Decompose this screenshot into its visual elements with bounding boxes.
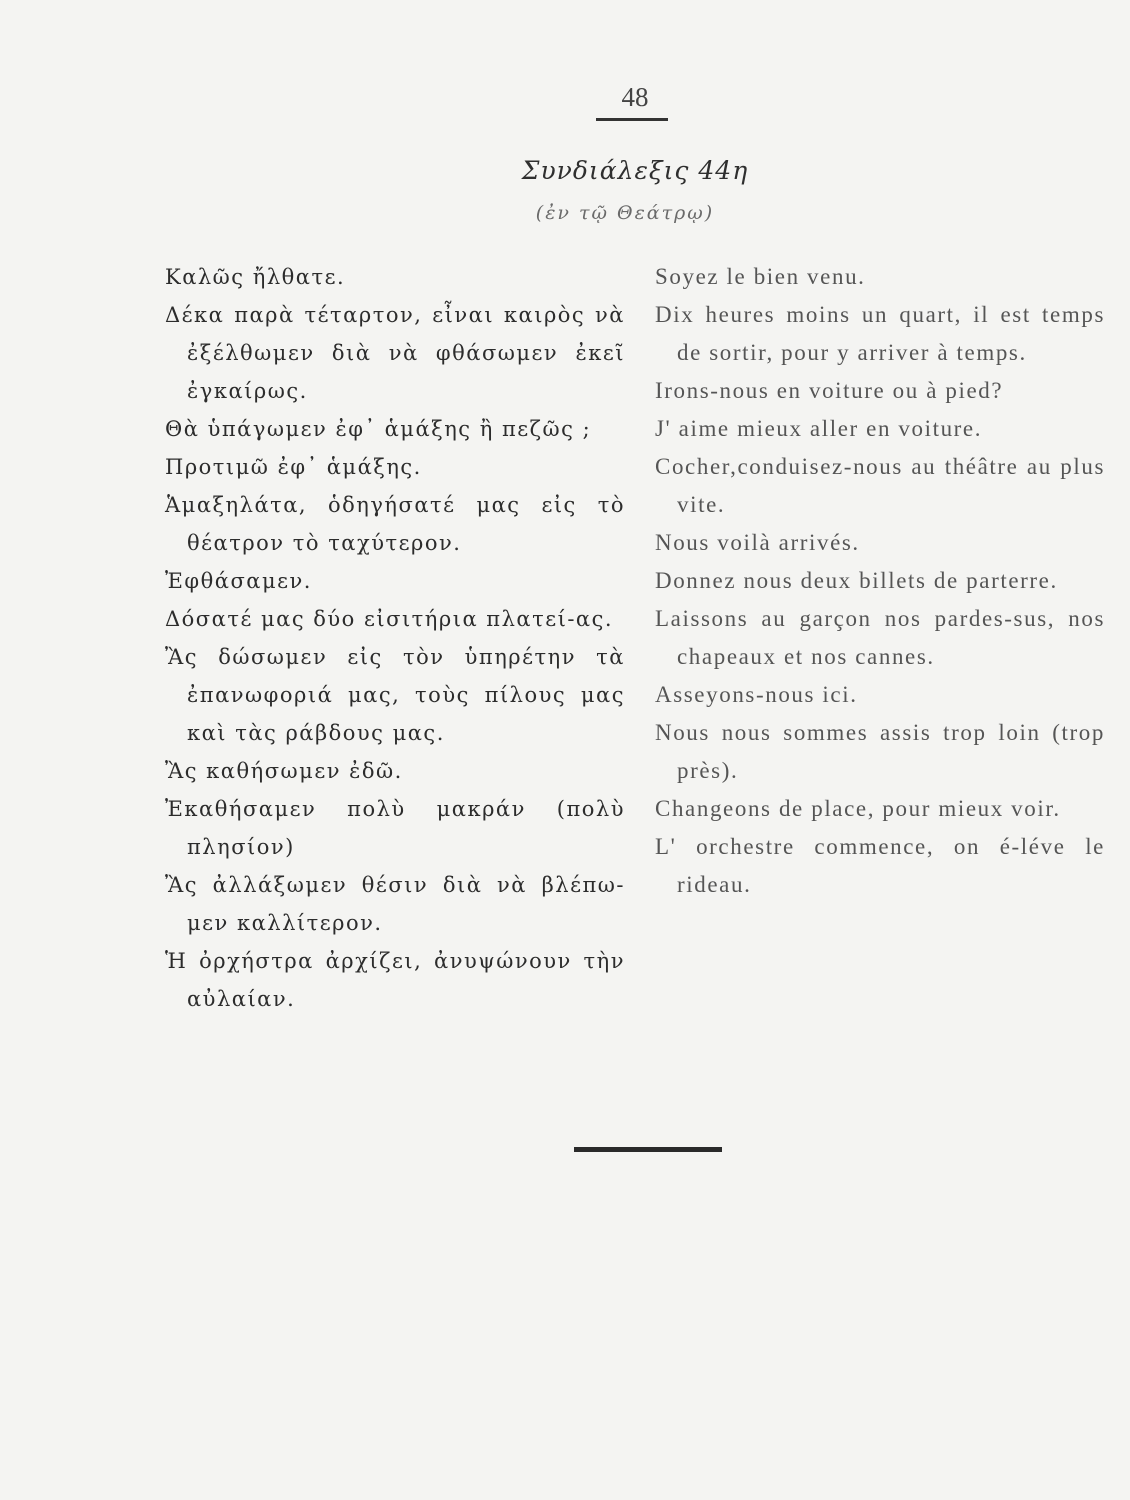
- french-line: Donnez nous deux billets de parterre.: [655, 568, 1058, 593]
- french-line: L' orchestre commence, on é-léve le rideau.: [655, 834, 1105, 897]
- dialogue-subtitle: (ἐν τῷ Θεάτρῳ): [535, 202, 715, 224]
- french-line: Changeons de place, pour mieux voir.: [655, 796, 1061, 821]
- greek-line: Ἐφθάσαμεν.: [165, 569, 312, 593]
- french-line: Irons-nous en voiture ou à pied?: [655, 378, 1004, 403]
- french-line: Asseyons-nous ici.: [655, 682, 858, 707]
- greek-line: Ἡ ὀρχήστρα ἀρχίζει, ἀνυψώνουν τὴν αὐλαίαν.: [165, 949, 625, 1011]
- greek-line: Δόσατέ μας δύο εἰσιτήρια πλατεί-ας.: [165, 607, 614, 631]
- french-line: Soyez le bien venu.: [655, 264, 866, 289]
- page-number: 48: [621, 82, 649, 112]
- french-line: Laissons au garçon nos pardes-sus, nos chapeaux et nos cannes.: [655, 606, 1105, 669]
- french-line: Dix heures moins un quart, il est temps de sortir, pour y arriver à temps.: [655, 302, 1105, 365]
- greek-line: Ἂς δώσωμεν εἰς τὸν ὑπηρέτην τὰ ἐπανωφοριά μας, τοὺς πίλους μας καὶ τὰς ράβδους μας.: [165, 645, 625, 745]
- page-number-underline: [596, 118, 668, 121]
- greek-line: Προτιμῶ ἐφ᾽ ἁμάξης.: [165, 455, 422, 479]
- dialogue-title: Συνδιάλεξις 44η: [521, 156, 749, 185]
- french-column: [655, 258, 1105, 904]
- greek-line: Καλῶς ἤλθατε.: [165, 265, 346, 289]
- french-line: J' aime mieux aller en voiture.: [655, 416, 983, 441]
- greek-line: Δέκα παρὰ τέταρτον, εἶναι καιρὸς νὰ ἐξέλθωμεν διὰ νὰ φθάσωμεν ἐκεῖ ἐγκαίρως.: [165, 303, 625, 403]
- greek-line: Θὰ ὑπάγωμεν ἐφ᾽ ἁμάξης ἢ πεζῶς ;: [165, 417, 592, 441]
- greek-line: Ἂς καθήσωμεν ἐδῶ.: [165, 759, 403, 783]
- french-line: Nous nous sommes assis trop loin (trop près).: [655, 720, 1105, 783]
- greek-line: Ἐκαθήσαμεν πολὺ μακράν (πολὺ πλησίον): [165, 797, 625, 859]
- greek-line: Ἁμαξηλάτα, ὁδηγήσατέ μας εἰς τὸ θέατρον τὸ ταχύτερον.: [165, 493, 625, 555]
- greek-line: Ἂς ἀλλάξωμεν θέσιν διὰ νὰ βλέπω-μεν καλλίτερον.: [165, 873, 625, 935]
- french-line: Cocher,conduisez-nous au théâtre au plus vite.: [655, 454, 1105, 517]
- greek-column: [165, 258, 625, 1018]
- french-line: Nous voilà arrivés.: [655, 530, 860, 555]
- end-divider: [574, 1147, 722, 1152]
